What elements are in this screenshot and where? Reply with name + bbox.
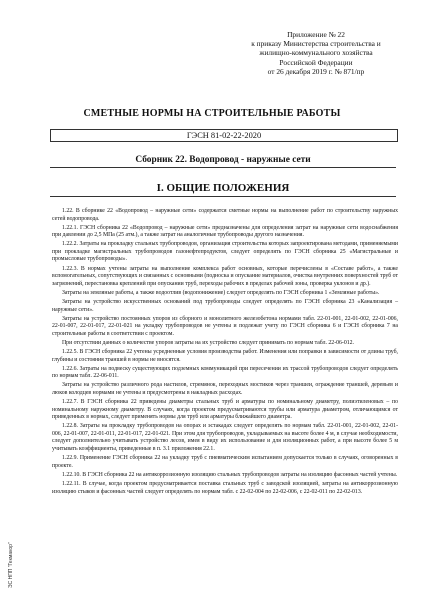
paragraph: 1.22.3. В нормах учтены затраты на выполнение комплекса работ основных, которые перечислены в «Составе работ», а также вспомогательных, сопутствующих и связанных с основными (подноска и опускание материалов, очистка внутренних поверхностей труб от загрязнений, перестановка креплений при опускании труб, переходы рабочих в пределах рабочей зоны, проверка уклонов и др.).: [52, 265, 398, 287]
side-stamp: [4, 520, 14, 590]
side-stamp-text: ЭС НПП "Гекмакор": [8, 542, 14, 588]
appendix-header: [218, 30, 414, 76]
paragraph: Затраты на устройство различного рода настилов, стремянок, переходных мостиков через траншеи, ограждение траншей, деревьев и люков колодцев нормами не учтены и предусмотрены в накладных расходах.: [52, 382, 398, 396]
paragraph: Затраты на устройство постоянных упоров из сборного и монолитного железобетона нормами табл. 22-01-001, 22-01-002, 22-01-006, 22-01-007, 22-01-017, 22-01-021 на укладку трубопроводов не учтены и подлежат учету по ГЭСН сборника 6 и ГЭСН сборника 7 на строительные работы в соответствии с проектом.: [52, 315, 398, 337]
appendix-line: жилищно-коммунального хозяйства: [259, 48, 373, 58]
paragraph: 1.22.11. В случае, когда проектом предусматривается поставка стальных труб с заводской изоляцией, затраты на антикоррозионную изоляцию стыков и фасонных частей следует определять по нормам табл. с 22-02-004 по 22-02-006, с 22-02-011 по 22-02-013.: [52, 480, 398, 495]
paragraph: 1.22.1. ГЭСН сборника 22 «Водопровод – наружные сети» предназначены для определения затрат на наружные сети водоснабжения при давлении до 2,5 МПа (25 атм.), а также затрат на аналогичные трубопроводы другого назначения.: [52, 224, 398, 239]
paragraph: При отсутствии данных о количестве упоров затраты на их устройство следует принимать по нормам табл. 22-06-012.: [62, 339, 355, 346]
body-text: [52, 208, 398, 498]
paragraph: 1.22.8. Затраты на прокладку трубопроводов на опорах и эстакадах следует определять по нормам табл. 22-01-001, 22-01-002, 22-01-006, 22-01-007, 22-01-011, 22-01-017, 22-01-021. При этом для трубопроводов, укладываемых на высоте более 4 м, в случае необходимости, следует дополнительно учитывать устройство лесов, имея в виду их использование и для изоляционных работ, а при высоте более 5 м учитывать коэффициенты, приведенные в п. 3.1 приложения 22.1.: [52, 423, 398, 452]
paragraph: 1.22.5. В ГЭСН сборника 22 учтены усредненные условия производства работ. Изменения или поправки в зависимости от длины труб, глубины и состояния траншей в нормы не вносятся.: [52, 349, 398, 363]
paragraph: Затраты на земляные работы, а также водоотлив (водопонижение) следует определять по ГЭСН сборника 1 «Земляные работы».: [62, 289, 380, 296]
norm-code: ГЭСН 81-02-22-2020: [50, 129, 398, 142]
paragraph: 1.22.9. Применение ГЭСН сборника 22 на укладку труб с пневматическим испытанием допускается только в случаях, оговоренных в проекте.: [52, 455, 398, 469]
section-heading: I. ОБЩИЕ ПОЛОЖЕНИЯ: [50, 182, 396, 197]
collection-heading: Сборник 22. Водопровод - наружные сети: [50, 155, 396, 168]
appendix-line: от 26 декабря 2019 г. № 871/пр: [267, 66, 365, 76]
paragraph: Затраты на устройство искусственных оснований под трубопроводы следует определять по ГЭСН сборника 23 «Канализация – наружные сети».: [52, 298, 398, 313]
paragraph: 1.22.10. В ГЭСН сборника 22 на антикоррозионную изоляцию стальных трубопроводов затраты на изоляцию фасонных частей учтены.: [62, 471, 398, 478]
document-title: СМЕТНЫЕ НОРМЫ НА СТРОИТЕЛЬНЫЕ РАБОТЫ: [83, 108, 341, 119]
appendix-line: Российской Федерации: [279, 57, 353, 67]
paragraph: 1.22.7. В ГЭСН сборника 22 приведены диаметры стальных труб и арматуры по номинальному диаметру, полиэтиленовых – по номинальному наружному диаметру. В случаях, когда проектом предусматриваются трубы или арматура диаметром, отличающимся от приведенных в нормах, следует применять нормы для труб или арматуры ближайшего диаметра.: [52, 399, 398, 421]
paragraph: 1.22.6. Затраты на подвеску существующих подземных коммуникаций при пересечении их трассой трубопроводов следует определять по нормам табл. 22-06-011.: [52, 365, 398, 380]
paragraph: 1.22. В сборнике 22 «Водопровод – наружные сети» содержатся сметные нормы на выполнение работ по строительству наружных сетей водопровода.: [52, 208, 398, 222]
appendix-line: к приказу Министерства строительства и: [251, 39, 381, 49]
appendix-line: Приложение № 22: [287, 30, 345, 39]
paragraph: 1.22.2. Затраты на прокладку стальных трубопроводов, организация строительства которых запроектирована методами, применяемыми при прокладке магистральных трубопроводов газонефтепродуктов, следует определять по ГЭСН сборника 25 «Магистральные и промысловые трубопроводы».: [52, 241, 398, 263]
